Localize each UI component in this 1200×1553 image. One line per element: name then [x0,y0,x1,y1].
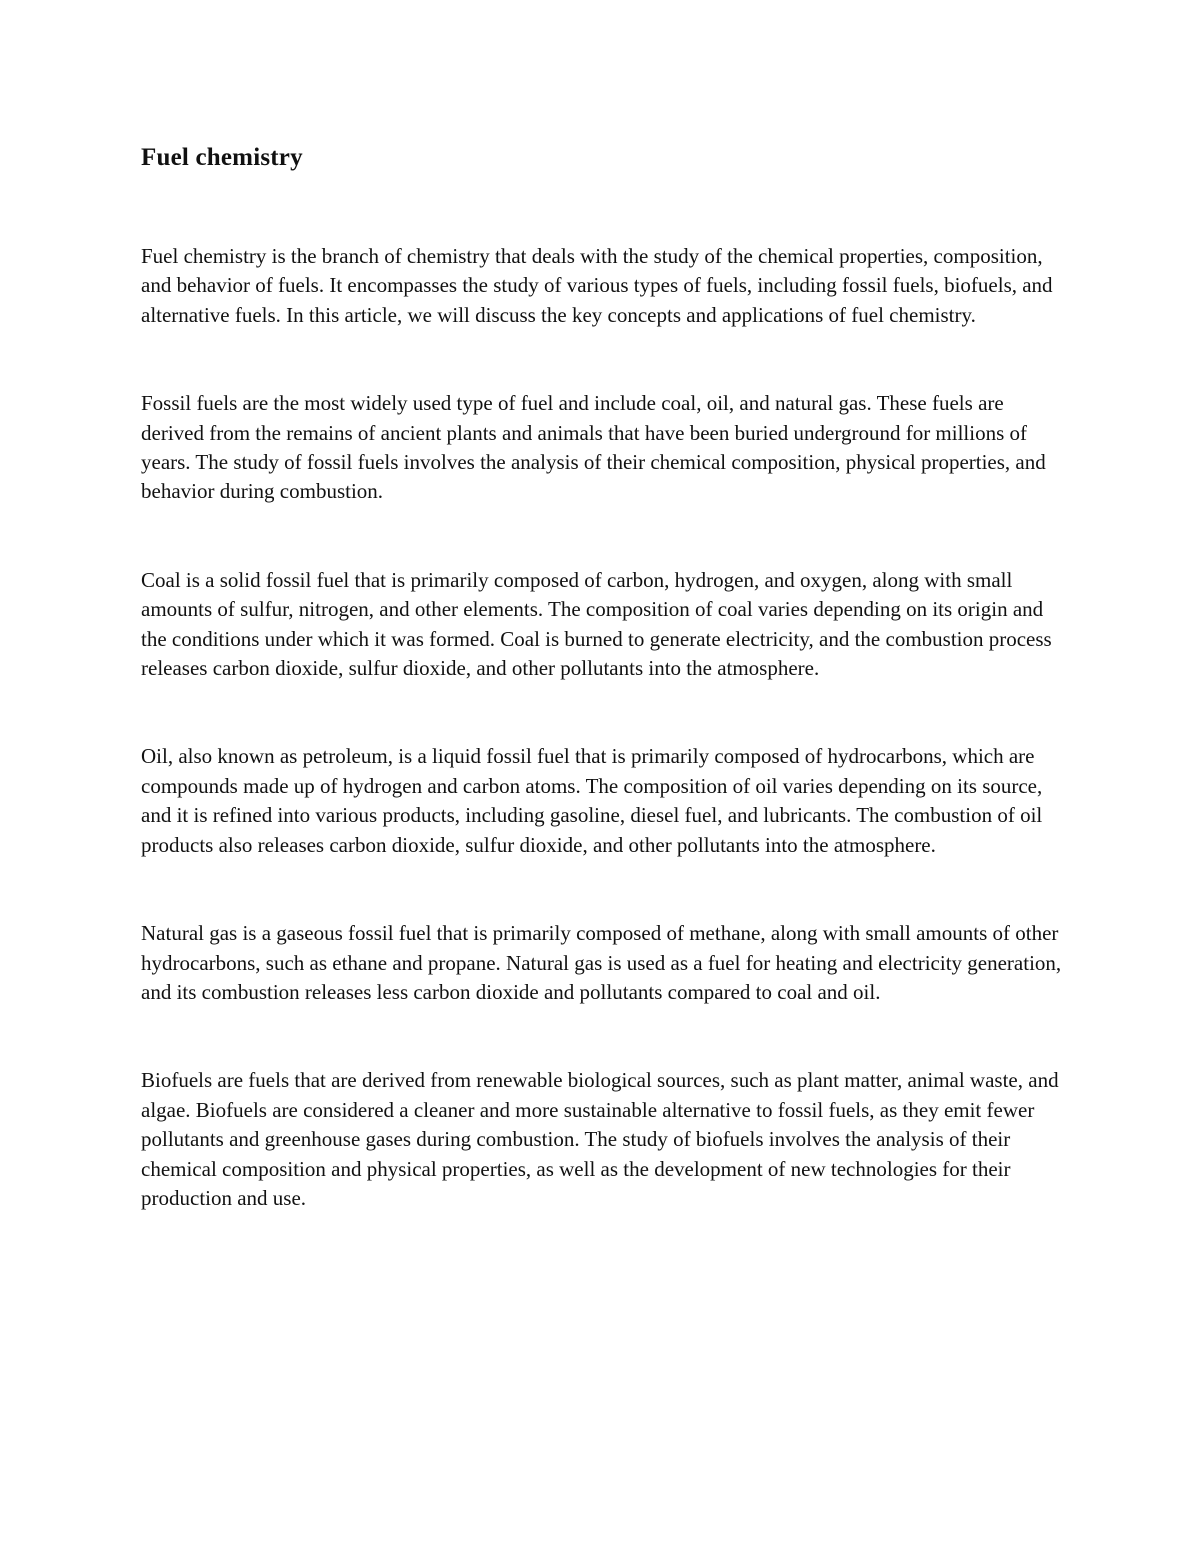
document-title: Fuel chemistry [141,144,303,171]
paragraph-natural-gas: Natural gas is a gaseous fossil fuel that is primarily composed of methane, along with small amounts of other hydrocarbons, such as ethane and propane. Natural gas is used as a fuel for heating and electricity generation, and its combustion releases less carbon dioxide and pollutants compared to coal and oil. [141,921,1062,1004]
paragraph-biofuels: Biofuels are fuels that are derived from renewable biological sources, such as plant matter, animal waste, and algae. Biofuels are considered a cleaner and more sustainable alternative to fossil fuels, as they emit fewer pollutants and greenhouse gases during combustion. The study of biofuels involves the analysis of their chemical composition and physical properties, as well as the development of new technologies for their production and use. [141,1068,1059,1210]
paragraph-fossil-fuels: Fossil fuels are the most widely used type of fuel and include coal, oil, and natural gas. These fuels are derived from the remains of ancient plants and animals that have been buried underground for millions of years. The study of fossil fuels involves the analysis of their chemical composition, physical properties, and behavior during combustion. [141,391,1046,504]
document-body [141,140,1071,1213]
paragraph-coal: Coal is a solid fossil fuel that is primarily composed of carbon, hydrogen, and oxygen, along with small amounts of sulfur, nitrogen, and other elements. The composition of coal varies depending on its origin and the conditions under which it was formed. Coal is burned to generate electricity, and the combustion process releases carbon dioxide, sulfur dioxide, and other pollutants into the atmosphere. [141,567,1052,681]
paragraph-oil: Oil, also known as petroleum, is a liquid fossil fuel that is primarily composed of hydrocarbons, which are compounds made up of hydrogen and carbon atoms. The composition of oil varies depending on its source, and it is refined into various products, including gasoline, diesel fuel, and lubricants. The combustion of oil products also releases carbon dioxide, sulfur dioxide, and other pollutants into the atmosphere. [141,744,1043,857]
paragraph-introduction: Fuel chemistry is the branch of chemistry that deals with the study of the chemical properties, composition, and behavior of fuels. It encompasses the study of various types of fuels, including fossil fuels, biofuels, and alternative fuels. In this article, we will discuss the key concepts and applications of fuel chemistry. [141,244,1053,327]
